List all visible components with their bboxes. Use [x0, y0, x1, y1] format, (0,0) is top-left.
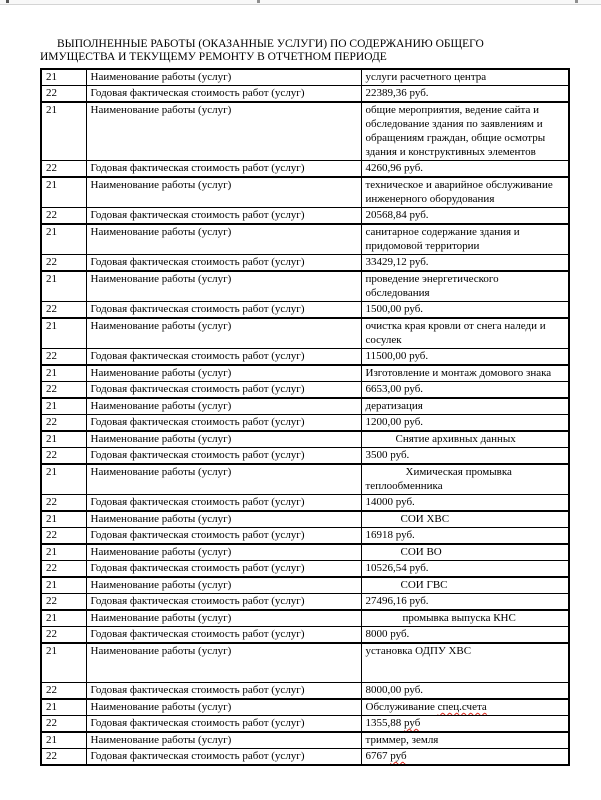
row-value-cell: общие мероприятия, ведение сайта и обследование здания по заявлениям и обращениям граждан, общие осмотры здания и конструктивных элементов — [361, 102, 569, 161]
table-row — [41, 318, 569, 349]
table-row — [41, 431, 569, 448]
row-label-cell: Наименование работы (услуг) — [86, 398, 361, 415]
row-number-cell: 21 — [41, 511, 86, 528]
row-label-cell: Годовая фактическая стоимость работ (услуг) — [86, 495, 361, 512]
table-row — [41, 643, 569, 683]
table-row — [41, 224, 569, 255]
row-value-cell: 1355,88 руб — [361, 716, 569, 733]
table-row — [41, 271, 569, 302]
row-number-cell: 22 — [41, 86, 86, 103]
row-number-cell: 21 — [41, 398, 86, 415]
row-label-cell: Годовая фактическая стоимость работ (услуг) — [86, 594, 361, 611]
top-edge-strip — [0, 0, 601, 5]
row-value-cell: Снятие архивных данных — [361, 431, 569, 448]
table-row — [41, 415, 569, 432]
row-label-cell: Наименование работы (услуг) — [86, 69, 361, 86]
row-label-cell: Годовая фактическая стоимость работ (услуг) — [86, 161, 361, 178]
row-number-cell: 22 — [41, 208, 86, 225]
works-table — [40, 68, 570, 766]
row-value-cell: 3500 руб. — [361, 448, 569, 465]
row-value-cell: СОИ ГВС — [361, 577, 569, 594]
row-label-cell: Наименование работы (услуг) — [86, 224, 361, 255]
table-row — [41, 208, 569, 225]
row-value-cell: 14000 руб. — [361, 495, 569, 512]
row-label-cell: Годовая фактическая стоимость работ (услуг) — [86, 749, 361, 766]
table-row — [41, 716, 569, 733]
row-number-cell: 22 — [41, 448, 86, 465]
row-label-cell: Годовая фактическая стоимость работ (услуг) — [86, 382, 361, 399]
row-value-cell: триммер, земля — [361, 732, 569, 749]
row-value-cell: установка ОДПУ ХВС — [361, 643, 569, 683]
table-row — [41, 349, 569, 366]
spellcheck-marked-text: спец.счета — [437, 701, 487, 713]
row-number-cell: 22 — [41, 594, 86, 611]
row-value-cell: дератизация — [361, 398, 569, 415]
table-row — [41, 749, 569, 766]
row-value-cell: 27496,16 руб. — [361, 594, 569, 611]
row-label-cell: Наименование работы (услуг) — [86, 102, 361, 161]
row-label-cell: Годовая фактическая стоимость работ (услуг) — [86, 716, 361, 733]
table-row — [41, 365, 569, 382]
row-label-cell: Годовая фактическая стоимость работ (услуг) — [86, 448, 361, 465]
row-number-cell: 22 — [41, 561, 86, 578]
row-number-cell: 22 — [41, 382, 86, 399]
table-row — [41, 577, 569, 594]
row-label-cell: Годовая фактическая стоимость работ (услуг) — [86, 528, 361, 545]
table-row — [41, 610, 569, 627]
works-table-body — [41, 69, 569, 765]
row-value-cell: СОИ ВО — [361, 544, 569, 561]
row-label-cell: Годовая фактическая стоимость работ (услуг) — [86, 683, 361, 700]
table-row — [41, 302, 569, 319]
row-label-cell: Годовая фактическая стоимость работ (услуг) — [86, 302, 361, 319]
row-label-cell: Годовая фактическая стоимость работ (услуг) — [86, 561, 361, 578]
row-value-cell: 6653,00 руб. — [361, 382, 569, 399]
row-value-cell: санитарное содержание здания и придомовой территории — [361, 224, 569, 255]
row-number-cell: 22 — [41, 716, 86, 733]
row-number-cell: 21 — [41, 365, 86, 382]
document-title — [40, 38, 556, 64]
table-row — [41, 255, 569, 272]
row-number-cell: 22 — [41, 495, 86, 512]
row-number-cell: 21 — [41, 431, 86, 448]
row-number-cell: 21 — [41, 271, 86, 302]
row-number-cell: 21 — [41, 224, 86, 255]
row-label-cell: Наименование работы (услуг) — [86, 577, 361, 594]
row-value-cell: Изготовление и монтаж домового знака — [361, 365, 569, 382]
title-line-2: ИМУЩЕСТВА И ТЕКУЩЕМУ РЕМОНТУ В ОТЧЕТНОМ ПЕРИОДЕ — [40, 51, 387, 63]
table-row — [41, 627, 569, 644]
row-number-cell: 22 — [41, 683, 86, 700]
row-value-cell: 10526,54 руб. — [361, 561, 569, 578]
row-value-cell: 8000 руб. — [361, 627, 569, 644]
row-value-cell: 33429,12 руб. — [361, 255, 569, 272]
row-number-cell: 21 — [41, 69, 86, 86]
row-label-cell: Наименование работы (услуг) — [86, 177, 361, 208]
table-row — [41, 699, 569, 716]
table-row — [41, 398, 569, 415]
row-label-cell: Годовая фактическая стоимость работ (услуг) — [86, 86, 361, 103]
row-value-cell: 6767 руб — [361, 749, 569, 766]
row-label-cell: Наименование работы (услуг) — [86, 732, 361, 749]
spellcheck-marked-text: руб — [404, 717, 421, 729]
row-number-cell: 21 — [41, 318, 86, 349]
row-label-cell: Наименование работы (услуг) — [86, 643, 361, 683]
row-number-cell: 22 — [41, 302, 86, 319]
row-number-cell: 21 — [41, 544, 86, 561]
table-row — [41, 177, 569, 208]
table-row — [41, 69, 569, 86]
row-number-cell: 22 — [41, 349, 86, 366]
edge-tick — [575, 0, 578, 3]
row-value-cell: 20568,84 руб. — [361, 208, 569, 225]
row-value-cell: очистка края кровли от снега наледи и сосулек — [361, 318, 569, 349]
table-row — [41, 495, 569, 512]
row-label-cell: Наименование работы (услуг) — [86, 511, 361, 528]
edge-tick — [6, 0, 9, 3]
table-row — [41, 561, 569, 578]
row-number-cell: 21 — [41, 577, 86, 594]
row-number-cell: 21 — [41, 102, 86, 161]
row-number-cell: 22 — [41, 528, 86, 545]
row-value-cell: 1500,00 руб. — [361, 302, 569, 319]
row-number-cell: 21 — [41, 699, 86, 716]
row-value-cell: 4260,96 руб. — [361, 161, 569, 178]
table-row — [41, 102, 569, 161]
row-label-cell: Наименование работы (услуг) — [86, 365, 361, 382]
row-number-cell: 22 — [41, 749, 86, 766]
table-row — [41, 86, 569, 103]
row-label-cell: Наименование работы (услуг) — [86, 271, 361, 302]
row-label-cell: Наименование работы (услуг) — [86, 699, 361, 716]
row-number-cell: 22 — [41, 415, 86, 432]
row-number-cell: 21 — [41, 177, 86, 208]
table-row — [41, 464, 569, 495]
row-value-cell: 8000,00 руб. — [361, 683, 569, 700]
row-number-cell: 21 — [41, 464, 86, 495]
row-number-cell: 21 — [41, 643, 86, 683]
row-number-cell: 22 — [41, 161, 86, 178]
row-value-cell: Обслуживание спец.счета — [361, 699, 569, 716]
row-value-cell: СОИ ХВС — [361, 511, 569, 528]
table-row — [41, 594, 569, 611]
row-value-cell: 16918 руб. — [361, 528, 569, 545]
row-value-cell: промывка выпуска КНС — [361, 610, 569, 627]
row-number-cell: 21 — [41, 732, 86, 749]
row-label-cell: Наименование работы (услуг) — [86, 544, 361, 561]
row-label-cell: Годовая фактическая стоимость работ (услуг) — [86, 255, 361, 272]
row-number-cell: 22 — [41, 255, 86, 272]
spellcheck-marked-text: руб — [390, 750, 407, 762]
table-row — [41, 382, 569, 399]
table-row — [41, 511, 569, 528]
row-value-cell: 11500,00 руб. — [361, 349, 569, 366]
table-row — [41, 544, 569, 561]
row-label-cell: Годовая фактическая стоимость работ (услуг) — [86, 208, 361, 225]
edge-tick — [257, 0, 260, 3]
row-value-cell: проведение энергетического обследования — [361, 271, 569, 302]
row-value-cell: Химическая промывка теплообменника — [361, 464, 569, 495]
table-row — [41, 528, 569, 545]
row-value-cell: 1200,00 руб. — [361, 415, 569, 432]
row-label-cell: Наименование работы (услуг) — [86, 464, 361, 495]
row-value-cell: 22389,36 руб. — [361, 86, 569, 103]
title-line-1: ВЫПОЛНЕННЫЕ РАБОТЫ (ОКАЗАННЫЕ УСЛУГИ) ПО СОДЕРЖАНИЮ ОБЩЕГО — [57, 38, 484, 50]
table-row — [41, 732, 569, 749]
row-label-cell: Наименование работы (услуг) — [86, 318, 361, 349]
row-label-cell: Годовая фактическая стоимость работ (услуг) — [86, 349, 361, 366]
table-row — [41, 161, 569, 178]
table-row — [41, 448, 569, 465]
row-label-cell: Годовая фактическая стоимость работ (услуг) — [86, 627, 361, 644]
row-value-cell: услуги расчетного центра — [361, 69, 569, 86]
row-number-cell: 22 — [41, 627, 86, 644]
row-label-cell: Наименование работы (услуг) — [86, 431, 361, 448]
row-label-cell: Наименование работы (услуг) — [86, 610, 361, 627]
row-label-cell: Годовая фактическая стоимость работ (услуг) — [86, 415, 361, 432]
row-number-cell: 21 — [41, 610, 86, 627]
row-value-cell: техническое и аварийное обслуживание инженерного оборудования — [361, 177, 569, 208]
table-row — [41, 683, 569, 700]
